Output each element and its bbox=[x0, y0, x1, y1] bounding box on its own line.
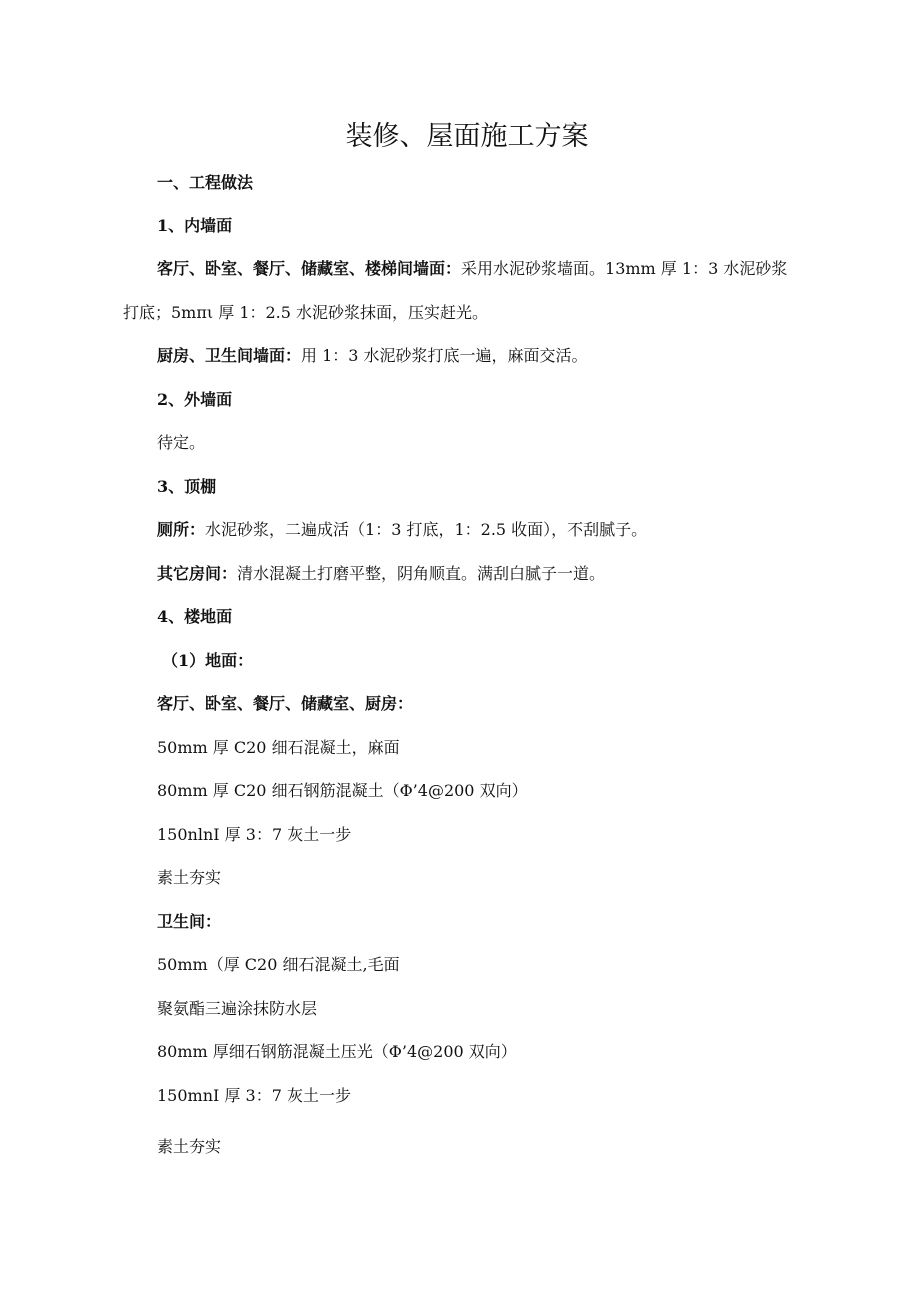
paragraph-label: 厕所： bbox=[157, 520, 206, 539]
group-heading-rooms: 客厅、卧室、餐厅、储藏室、厨房： bbox=[157, 694, 414, 713]
paragraph-text: 清水混凝土打磨平整，阴角顺直。满刮白腻子一道。 bbox=[237, 564, 606, 583]
list-item: 50mm 厚 C20 细石混凝土，麻面 bbox=[157, 738, 400, 757]
paragraph-ceiling-other-rooms bbox=[157, 563, 605, 585]
paragraph-inner-wall-living-rooms bbox=[157, 258, 787, 280]
list-item: 50mm（厚 C20 细石混凝土,毛面 bbox=[157, 955, 400, 974]
paragraph-inner-wall-living-rooms-continued: 打底；5mπι 厚 1：2.5 水泥砂浆抹面，压实赶光。 bbox=[123, 303, 489, 322]
paragraph-ceiling-toilet bbox=[157, 519, 647, 541]
list-item: 150nlnI 厚 3：7 灰土一步 bbox=[157, 825, 352, 844]
paragraph-outer-wall: 待定。 bbox=[157, 433, 206, 452]
list-item: 素土夯实 bbox=[157, 1137, 222, 1156]
subheading-ground-floor: （1）地面： bbox=[162, 651, 254, 670]
heading-floor: 4、楼地面 bbox=[157, 607, 233, 626]
list-item: 80mm 厚 C20 细石钢筋混凝土（Φ’4@200 双向） bbox=[157, 781, 528, 800]
document-title: 装修、屋面施工方案 bbox=[345, 121, 589, 152]
group-heading-bathroom: 卫生间： bbox=[157, 912, 222, 931]
paragraph-text: 采用水泥砂浆墙面。13mm 厚 1：3 水泥砂浆 bbox=[461, 259, 788, 278]
list-item: 素土夯实 bbox=[157, 868, 222, 887]
paragraph-label: 厨房、卫生间墙面： bbox=[157, 346, 302, 365]
section-heading-engineering-methods: 一、工程做法 bbox=[157, 173, 254, 192]
list-item: 150mnI 厚 3：7 灰土一步 bbox=[157, 1086, 351, 1105]
list-item: 80mm 厚细石钢筋混凝土压光（Φ’4@200 双向） bbox=[157, 1042, 517, 1061]
paragraph-label: 其它房间： bbox=[157, 564, 238, 583]
heading-outer-wall: 2、外墙面 bbox=[157, 390, 233, 409]
paragraph-text: 用 1：3 水泥砂浆打底一遍，麻面交活。 bbox=[301, 346, 588, 365]
list-item: 聚氨酯三遍涂抹防水层 bbox=[157, 999, 318, 1018]
paragraph-text: 水泥砂浆，二遍成活（1：3 打底，1：2.5 收面），不刮腻子。 bbox=[205, 520, 648, 539]
paragraph-label: 客厅、卧室、餐厅、储藏室、楼梯间墙面： bbox=[157, 259, 462, 278]
heading-ceiling: 3、顶棚 bbox=[157, 477, 217, 496]
heading-inner-wall: 1、内墙面 bbox=[157, 216, 233, 235]
paragraph-inner-wall-kitchen-bath bbox=[157, 345, 588, 367]
